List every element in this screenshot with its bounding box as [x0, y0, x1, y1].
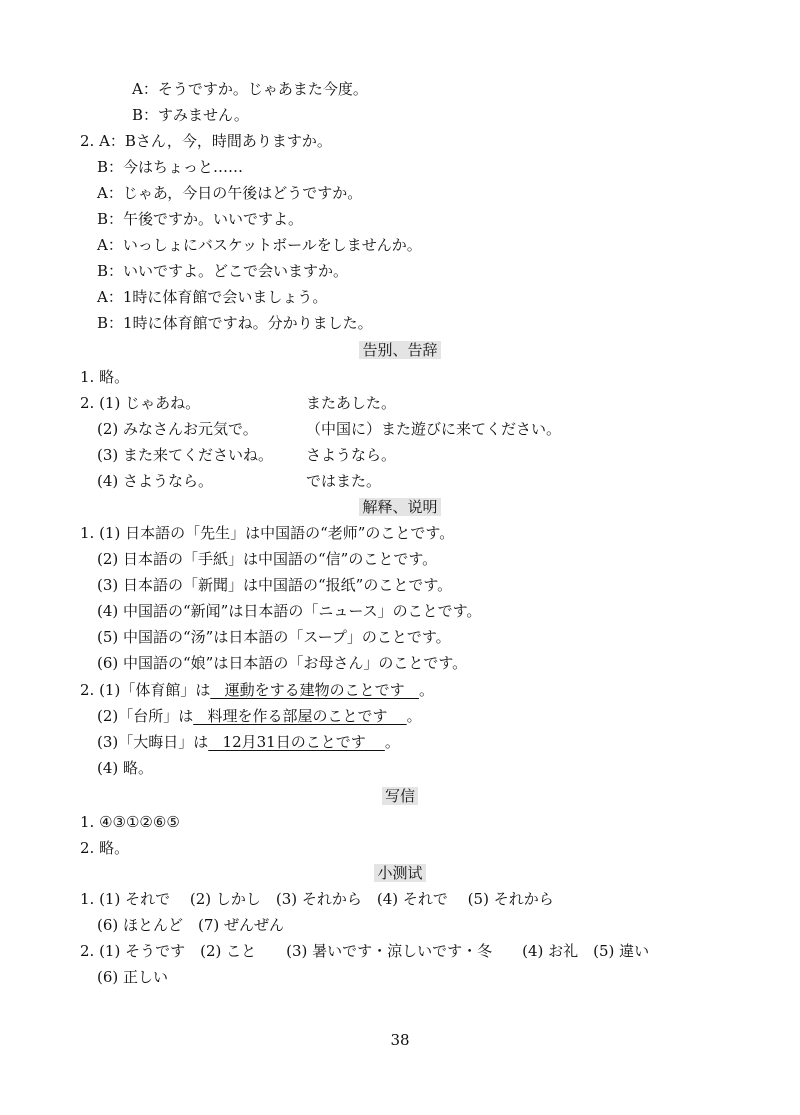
fill-in-end: 。	[418, 681, 434, 699]
section-heading-letter: 写信	[0, 786, 800, 806]
dialogue-line: B：すみません。	[132, 106, 249, 124]
dialogue-line: B：1時に体育館ですね。分かりました。	[97, 314, 373, 332]
answer-line: (6) 正しい	[97, 968, 169, 986]
section-heading-farewell: 告别、告辞	[0, 340, 800, 360]
answer-line: (5) 中国語の“汤”は日本語の「スープ」のことです。	[97, 628, 451, 646]
answer-left: (2) みなさんお元気で。	[97, 420, 258, 438]
answer-left: (4) さようなら。	[97, 472, 214, 490]
answer-line: 1. 略。	[80, 368, 130, 386]
answer-line: (2) 日本語の「手紙」は中国語の“信”のことです。	[97, 550, 438, 568]
fill-in-answer: 12月31日のことです	[208, 733, 385, 751]
dialogue-line: B：午後ですか。いいですよ。	[97, 210, 304, 228]
answer-pair	[80, 393, 680, 413]
dialogue-line: A：1時に体育館で会いましょう。	[97, 288, 328, 306]
answer-line: 2. 略。	[80, 839, 130, 857]
fill-in-prompt: (2)「台所」は	[97, 707, 194, 725]
answer-line: 1. ④③①②⑥⑤	[80, 813, 180, 831]
answer-pair	[97, 419, 697, 439]
answer-line: 1. (1) 日本語の「先生」は中国語の“老师”のことです。	[80, 524, 455, 542]
answer-line: (4) 中国語の“新闻”は日本語の「ニュース」のことです。	[97, 602, 482, 620]
fill-in-answer: 運動をする建物のことです	[210, 681, 419, 699]
answer-left: 2. (1) じゃあね。	[80, 394, 201, 412]
dialogue-line: A：そうですか。じゃあまた今度。	[132, 80, 368, 98]
answer-right: ではまた。	[306, 472, 382, 490]
answer-right: さようなら。	[306, 446, 397, 464]
dialogue-line: 2. A：Bさん，今，時間ありますか。	[80, 132, 332, 150]
dialogue-line: B：いいですよ。どこで会いますか。	[97, 262, 349, 280]
answer-line: (6) 中国語の“娘”は日本語の「お母さん」のことです。	[97, 654, 468, 672]
dialogue-line: A：じゃあ，今日の午後はどうですか。	[97, 184, 363, 202]
fill-in-prompt: (3)「大晦日」は	[97, 733, 209, 751]
answer-line: (6) ほとんど (7) ぜんぜん	[97, 916, 285, 934]
page-number: 38	[390, 1031, 410, 1049]
fill-in-answer: 料理を作る部屋のことです	[193, 707, 407, 725]
answer-right: （中国に）また遊びに来てください。	[306, 420, 562, 438]
answer-left: (3) また来てくださいね。	[97, 446, 274, 464]
fill-in-line	[97, 732, 400, 752]
answer-line: 2. (1) そうです (2) こと (3) 暑いです・涼しいです・冬 (4) お礼 (5) 違い	[80, 942, 650, 960]
fill-in-line	[97, 706, 422, 726]
answer-line: (4) 略。	[97, 759, 154, 777]
answer-pair	[97, 445, 697, 465]
fill-in-prompt: 2. (1)「体育館」は	[80, 681, 211, 699]
dialogue-line: B：今はちょっと……	[97, 158, 244, 176]
section-heading-quiz: 小测试	[0, 863, 800, 883]
fill-in-end: 。	[406, 707, 422, 725]
answer-line: (3) 日本語の「新聞」は中国語の“报纸”のことです。	[97, 576, 453, 594]
fill-in-line	[80, 680, 434, 700]
answer-pair	[97, 471, 697, 491]
section-heading-explain: 解释、说明	[0, 497, 800, 517]
answer-right: またあした。	[306, 394, 397, 412]
dialogue-line: A：いっしょにバスケットボールをしませんか。	[97, 236, 422, 254]
answer-line: 1. (1) それで (2) しかし (3) それから (4) それで (5) それから	[80, 890, 554, 908]
fill-in-end: 。	[384, 733, 400, 751]
